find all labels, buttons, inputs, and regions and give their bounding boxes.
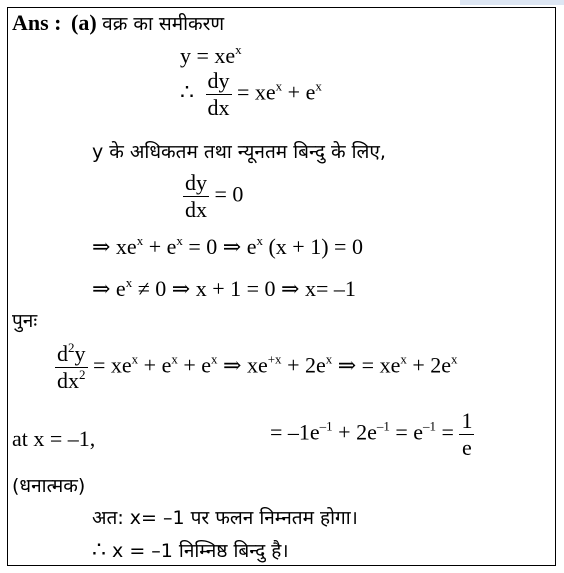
eq3-rhs: = 0 bbox=[209, 181, 244, 207]
eq7-b: + 2e bbox=[332, 419, 377, 445]
frac7-den: e bbox=[462, 435, 472, 460]
ans-label: Ans : bbox=[12, 10, 62, 35]
eq6-c: + e bbox=[177, 352, 212, 378]
frac7-num: 1 bbox=[461, 408, 473, 433]
eq4-s1: x bbox=[136, 232, 144, 248]
equation-implies-1 bbox=[92, 232, 363, 259]
frac3-num: dy bbox=[185, 170, 207, 195]
equation-derivative bbox=[180, 70, 322, 119]
fraction-dy-dx bbox=[206, 70, 232, 119]
eq6-g: + 2e bbox=[406, 352, 452, 378]
eq6-e: + 2e bbox=[281, 352, 326, 378]
punah-text: पुनः bbox=[12, 310, 38, 332]
eq1-sup: x bbox=[235, 41, 242, 57]
hindi-condition-line bbox=[92, 140, 386, 162]
conclusion-line-2 bbox=[92, 539, 289, 561]
frac6-num bbox=[55, 339, 88, 368]
equation-derivative-zero bbox=[183, 172, 243, 221]
hindi2-text: अत: x= –1 पर फलन निम्नतम होगा। bbox=[92, 507, 358, 529]
eq6-s2: x bbox=[171, 351, 178, 367]
equation-curve bbox=[180, 41, 242, 68]
num-d: d bbox=[57, 341, 68, 366]
eq1-text: y = xe bbox=[180, 43, 236, 68]
eq4-a: ⇒ xe bbox=[92, 234, 137, 259]
frac6-den bbox=[55, 368, 88, 392]
equation-evaluated bbox=[270, 410, 474, 459]
therefore-symbol-2: ∴ bbox=[92, 537, 106, 562]
eq4-s3: x bbox=[256, 232, 263, 248]
eq6-s3: x bbox=[211, 351, 218, 367]
hindi1-text: y के अधिकतम तथा न्यूनतम बिन्दु के लिए, bbox=[92, 141, 386, 163]
eq7-a: = –1e bbox=[270, 419, 320, 445]
eq6-s1: x bbox=[131, 351, 139, 367]
therefore-symbol: ∴ bbox=[180, 79, 194, 105]
eq7-c: = e bbox=[389, 419, 424, 445]
punah-label bbox=[12, 309, 37, 331]
eq7-left: at x = –1, bbox=[12, 426, 96, 451]
eq7-d: = bbox=[436, 419, 460, 445]
fraction-dy-dx-2 bbox=[183, 172, 209, 221]
eq6-s4: +x bbox=[267, 351, 282, 367]
eq7-s1: –1 bbox=[319, 418, 333, 434]
eq5-b: ≠ 0 ⇒ x + 1 = 0 ⇒ x= –1 bbox=[132, 276, 356, 301]
eq4-c: = 0 ⇒ e bbox=[182, 234, 257, 259]
dhanatmak-text: (धनात्मक) bbox=[12, 475, 86, 497]
eq2-rhs1: = xe bbox=[231, 79, 276, 105]
eq2-sup2: x bbox=[315, 78, 322, 94]
at-x-label bbox=[12, 428, 95, 450]
eq7-s2: –1 bbox=[376, 418, 390, 434]
part-label: (a) bbox=[71, 10, 97, 35]
den-sup: 2 bbox=[79, 366, 86, 382]
positive-label bbox=[12, 474, 85, 496]
eq6-f: ⇒ = xe bbox=[332, 352, 401, 378]
frac-num: dy bbox=[207, 68, 230, 93]
frac-den: dx bbox=[207, 95, 230, 120]
num-y: y bbox=[74, 341, 86, 366]
eq2-rhs2: + e bbox=[282, 79, 316, 105]
eq2-sup1: x bbox=[275, 78, 283, 94]
eq4-b: + e bbox=[143, 234, 177, 259]
eq4-s2: x bbox=[176, 232, 183, 248]
hindi3-text: x = –1 निम्निष्ठ बिन्दु है। bbox=[106, 540, 289, 562]
eq6-s6: x bbox=[400, 351, 407, 367]
equation-implies-2 bbox=[92, 274, 356, 301]
eq7-s3: –1 bbox=[423, 418, 437, 434]
frac3-den: dx bbox=[185, 197, 207, 222]
eq4-d: (x + 1) = 0 bbox=[262, 234, 363, 259]
eq5-a: ⇒ e bbox=[92, 276, 126, 301]
fraction-one-over-e bbox=[459, 410, 474, 459]
top-strip bbox=[460, 0, 564, 5]
eq6-b: + e bbox=[138, 352, 172, 378]
answer-header bbox=[12, 12, 224, 34]
eq6-s7: x bbox=[451, 351, 458, 367]
num-sup: 2 bbox=[68, 339, 75, 355]
equation-second-derivative bbox=[55, 339, 458, 393]
eq5-s1: x bbox=[125, 274, 133, 290]
eq6-s5: x bbox=[325, 351, 333, 367]
den-dx: dx bbox=[57, 368, 79, 393]
conclusion-line-1 bbox=[92, 506, 358, 528]
eq6-a: = xe bbox=[87, 352, 132, 378]
header-title: वक्र का समीकरण bbox=[102, 13, 225, 35]
fraction-d2y-dx2 bbox=[55, 339, 88, 393]
eq6-d: ⇒ xe bbox=[217, 352, 268, 378]
